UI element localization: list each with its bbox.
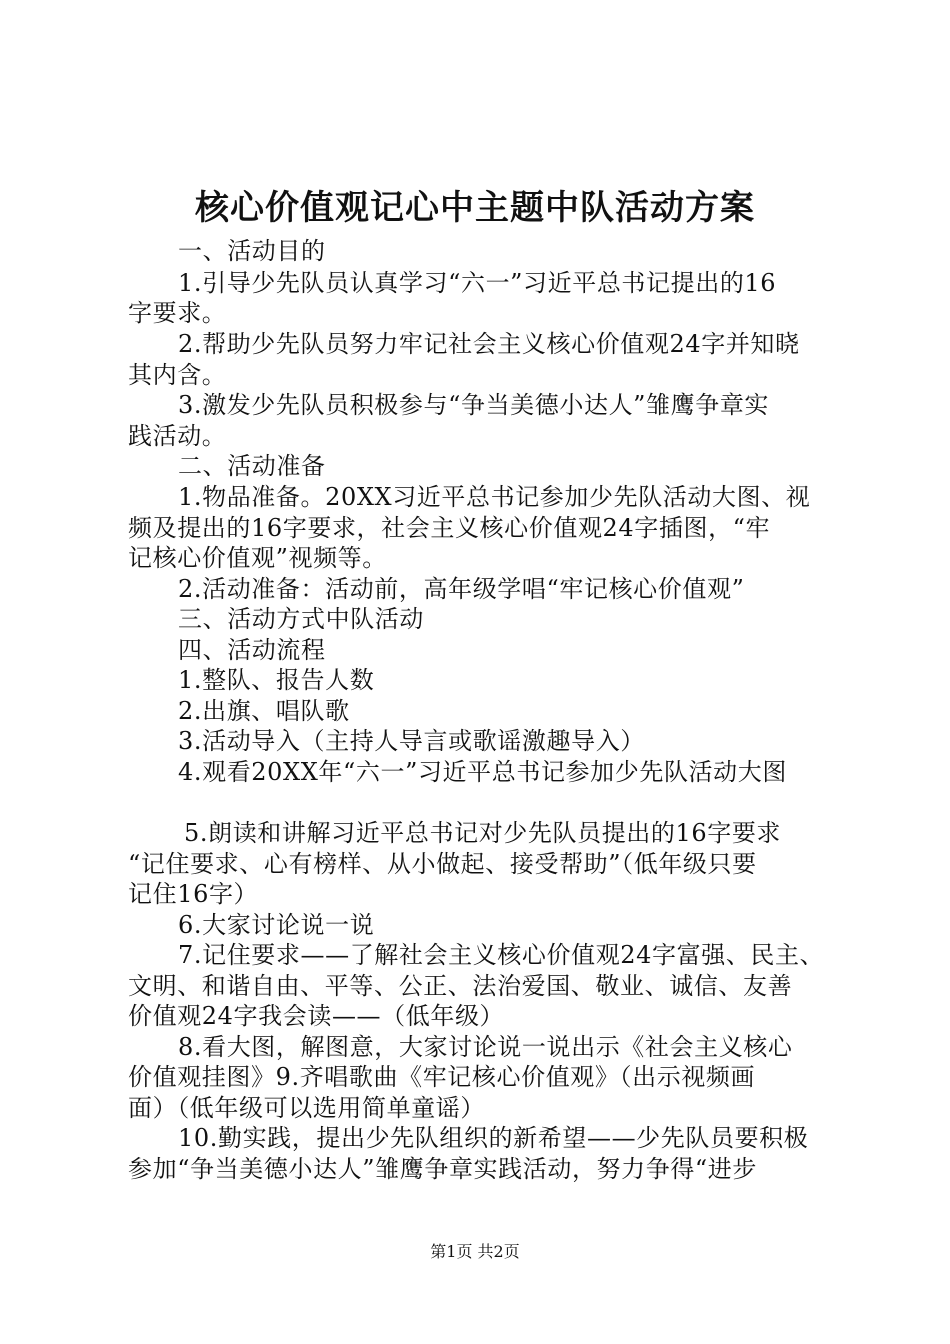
paragraph-line: 价值观挂图》9.齐唱歌曲《牢记核心价值观》（出示视频画 bbox=[128, 1063, 756, 1091]
list-item: 4.观看20XX年“六一”习近平总书记参加少先队活动大图 bbox=[178, 758, 787, 786]
section-heading: 三、活动方式中队活动 bbox=[178, 605, 424, 633]
paragraph-line: 面）（低年级可以选用简单童谣） bbox=[128, 1094, 485, 1122]
section-heading: 二、活动准备 bbox=[178, 452, 326, 480]
list-item: 8.看大图，解图意，大家讨论说一说出示《社会主义核心 bbox=[178, 1033, 793, 1061]
paragraph-line: 2.帮助少先队员努力牢记社会主义核心价值观24字并知晓 bbox=[178, 330, 800, 358]
paragraph-line: “记住要求、心有榜样、从小做起、接受帮助”（低年级只要 bbox=[128, 850, 757, 878]
paragraph-line: 文明、和谐自由、平等、公正、法治爱国、敬业、诚信、友善 bbox=[128, 972, 793, 1000]
paragraph-line: 3.激发少先队员积极参与“争当美德小达人”雏鹰争章实 bbox=[178, 391, 770, 419]
paragraph-line: 2.活动准备：活动前，高年级学唱“牢记核心价值观” bbox=[178, 575, 745, 603]
list-item: 3.活动导入（主持人导言或歌谣激趣导入） bbox=[178, 727, 645, 755]
section-heading: 四、活动流程 bbox=[178, 636, 326, 664]
paragraph-line: 记核心价值观”视频等。 bbox=[128, 544, 387, 572]
list-item: 6.大家讨论说一说 bbox=[178, 911, 375, 939]
document-title: 核心价值观记心中主题中队活动方案 bbox=[195, 188, 755, 228]
page-number-footer: 第1页 共2页 bbox=[430, 1242, 520, 1261]
list-item: 10.勤实践，提出少先队组织的新希望——少先队员要积极 bbox=[178, 1124, 809, 1152]
paragraph-line: 1.物品准备。20XX习近平总书记参加少先队活动大图、视 bbox=[178, 483, 811, 511]
paragraph-line: 字要求。 bbox=[128, 299, 227, 327]
list-item: 2.出旗、唱队歌 bbox=[178, 697, 350, 725]
paragraph-line: 参加“争当美德小达人”雏鹰争章实践活动，努力争得“进步 bbox=[128, 1155, 758, 1183]
paragraph-line: 价值观24字我会读——（低年级） bbox=[128, 1002, 505, 1030]
paragraph-line: 践活动。 bbox=[128, 422, 227, 450]
paragraph-line: 频及提出的16字要求，社会主义核心价值观24字插图，“牢 bbox=[128, 514, 771, 542]
paragraph-line: 记住16字） bbox=[128, 880, 259, 908]
list-item: 5.朗读和讲解习近平总书记对少先队员提出的16字要求 bbox=[184, 819, 782, 847]
paragraph-line: 1.引导少先队员认真学习“六一”习近平总书记提出的16 bbox=[178, 269, 777, 297]
section-heading: 一、活动目的 bbox=[178, 237, 326, 265]
paragraph-line: 其内含。 bbox=[128, 361, 227, 389]
list-item: 1.整队、报告人数 bbox=[178, 666, 375, 694]
list-item: 7.记住要求——了解社会主义核心价值观24字富强、民主、 bbox=[178, 941, 825, 969]
